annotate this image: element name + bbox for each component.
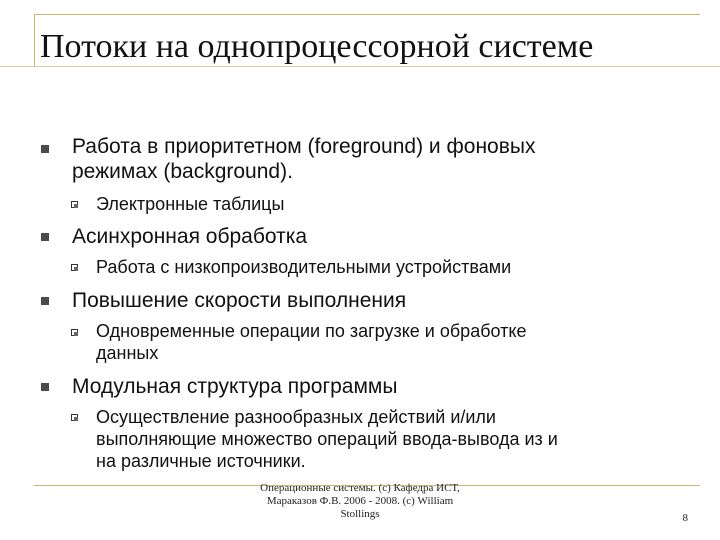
bullet-square-icon <box>41 383 49 391</box>
bullet-square-icon <box>41 233 49 241</box>
sub-bullet-icon <box>71 264 78 271</box>
bullet-square-icon <box>41 145 49 153</box>
sub-item-4-1-line-1: Осуществление разнообразных действий и/или <box>96 407 496 427</box>
sub-item-2-1 <box>96 256 511 278</box>
slide-title: Потоки на однопроцессорной системе <box>40 28 594 65</box>
title-frame-vertical-line <box>34 14 35 66</box>
title-underline <box>0 66 720 67</box>
footer-line-3: Stollings <box>340 508 380 520</box>
footer-line-1: Операционные системы. (c) Кафедра ИСТ, <box>260 482 460 494</box>
bullet-item-1-line-2: режимах (background). <box>72 160 293 183</box>
title-frame-top-line <box>34 14 700 15</box>
sub-item-4-1 <box>96 406 558 472</box>
sub-item-3-1-line-1: Одновременные операции по загрузке и обработке <box>96 321 527 341</box>
bullet-item-1 <box>72 134 535 184</box>
sub-item-1-1 <box>96 193 284 215</box>
sub-item-3-1-line-2: данных <box>96 343 159 363</box>
bullet-item-3 <box>72 288 406 313</box>
sub-item-4-1-line-3: на различные источники. <box>96 451 306 471</box>
bullet-item-1-line-1: Работа в приоритетном (foreground) и фоновых <box>72 135 536 158</box>
bullet-item-2 <box>72 224 307 249</box>
sub-item-4-1-line-2: выполняющие множество операций ввода-вывода из и <box>96 429 558 449</box>
bullet-item-3-line-1: Повышение скорости выполнения <box>72 289 407 312</box>
sub-item-3-1 <box>96 320 526 364</box>
bullet-item-2-line-1: Асинхронная обработка <box>72 225 308 248</box>
bullet-square-icon <box>41 297 49 305</box>
sub-item-2-1-line-1: Работа с низкопроизводительными устройствами <box>96 257 512 277</box>
bullet-item-4-line-1: Модульная структура программы <box>72 375 398 398</box>
footer-line-2: Мараказов Ф.В. 2006 - 2008. (c) William <box>266 495 454 507</box>
page-number: 8 <box>682 512 688 524</box>
sub-bullet-icon <box>71 201 78 208</box>
sub-bullet-icon <box>71 414 78 421</box>
sub-bullet-icon <box>71 329 78 336</box>
sub-item-1-1-line-1: Электронные таблицы <box>96 194 285 214</box>
bullet-item-4 <box>72 374 397 399</box>
slide-footer <box>240 482 480 521</box>
